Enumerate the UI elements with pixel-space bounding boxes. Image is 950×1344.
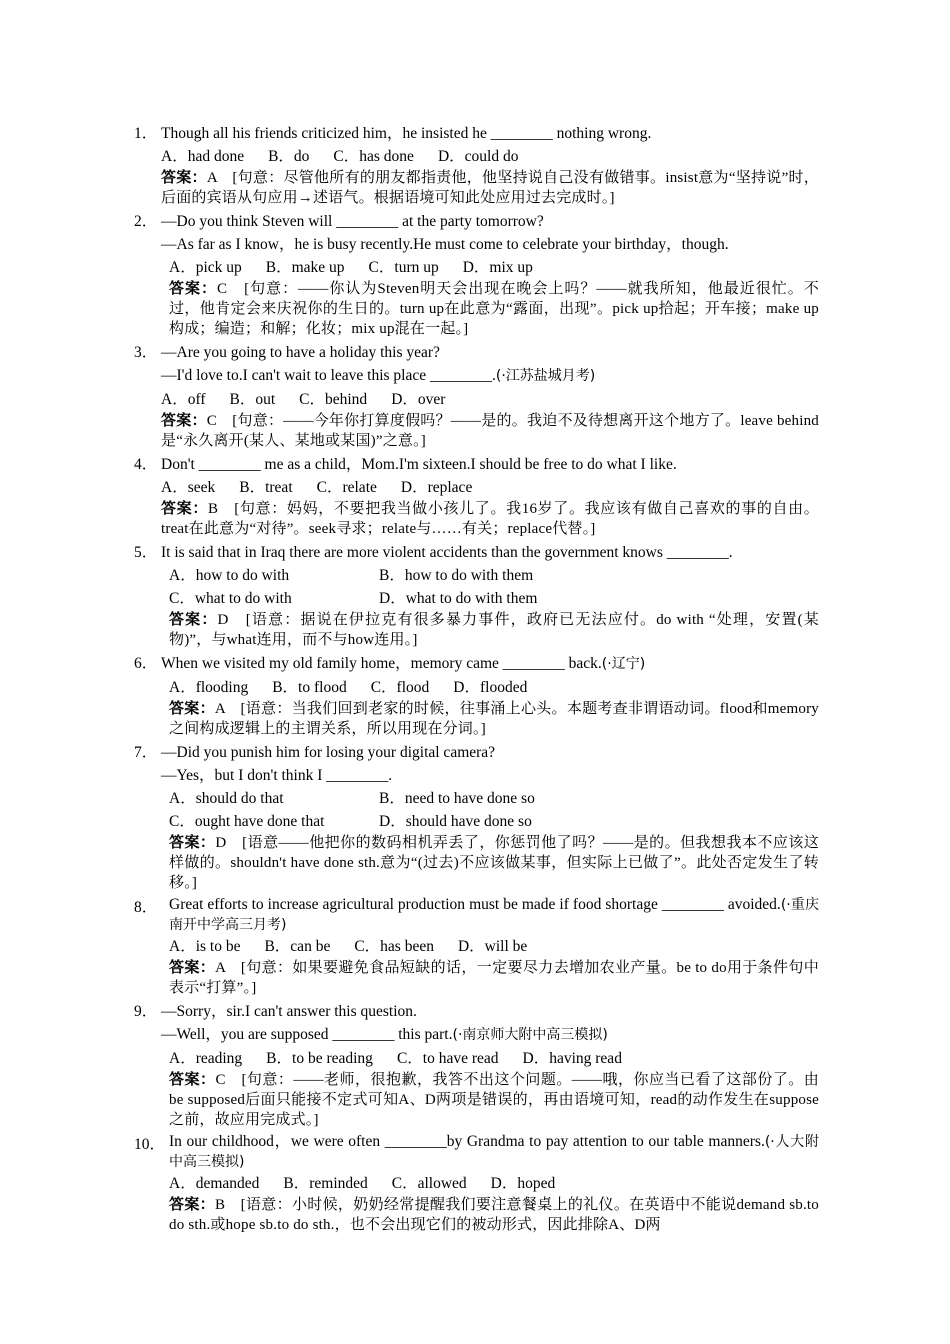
answer-text: A [句意：如果要避免食品短缺的话，一定要尽力去增加农业产量。be to do用于条件句中表示“打算”。] — [169, 960, 819, 996]
option-d: D．could do — [437, 148, 519, 165]
option-d: D．flooded — [453, 679, 528, 696]
option-b: B．to flood — [272, 679, 347, 696]
options-row — [134, 676, 819, 699]
option-a: A．flooding — [169, 679, 249, 696]
answer-text: B [句意：妈妈，不要把我当做小孩儿了。我16岁了。我应该有做自己喜欢的事的自由。treat在此意为“对待”。seek寻求；relate与……有关；replace代替。] — [161, 501, 819, 537]
question-number: 8． — [134, 899, 158, 916]
question-source: (·人大附中高三模拟) — [169, 1134, 819, 1170]
answer-text: A [语意：当我们回到老家的时候，往事涌上心头。本题考查非谓语动词。flood和memory之间构成逻辑上的主谓关系，所以用现在分词。] — [169, 701, 819, 737]
question-8 — [134, 895, 819, 998]
option-a: A．demanded — [169, 1175, 260, 1192]
question-stem: —Are you going to have a holiday this year? — [161, 344, 440, 361]
options-grid — [134, 787, 819, 833]
question-10 — [134, 1132, 819, 1235]
option-c: C．allowed — [391, 1175, 467, 1192]
options-row — [134, 1047, 819, 1070]
option-a: A．seek — [161, 479, 216, 496]
option-b: B．reminded — [283, 1175, 368, 1192]
options-row — [134, 145, 819, 168]
answer-label: 答案： — [169, 701, 215, 717]
option-b: B．make up — [265, 259, 345, 276]
option-a: A．off — [161, 391, 206, 408]
answer-explanation — [134, 168, 819, 208]
question-5 — [134, 541, 819, 650]
option-c: C．has done — [333, 148, 414, 165]
option-c: C．relate — [316, 479, 377, 496]
option-c: C．turn up — [368, 259, 439, 276]
answer-explanation — [134, 1195, 819, 1235]
question-stem: Though all his friends criticized him，he insisted he ________ nothing wrong. — [161, 125, 652, 142]
answer-label: 答案： — [169, 1072, 216, 1088]
answer-label: 答案： — [161, 413, 207, 429]
option-b: B．treat — [239, 479, 293, 496]
answer-text: D [语意：据说在伊拉克有很多暴力事件，政府已无法应付。do with “处理，安置(某物)”，与what连用，而不与how连用。] — [169, 612, 819, 648]
answer-text: D [语意——他把你的数码相机弄丢了，你惩罚他了吗？——是的。但我想我本不应该这样做的。shouldn't have done sth.意为“(过去)不应该做某事，但实际上已做了”。此处否定发生了转移。] — [169, 835, 819, 891]
option-b: B．how to do with them — [379, 567, 534, 584]
option-a: A．had done — [161, 148, 245, 165]
question-stem-line-2: —Yes，but I don't think I ________. — [161, 767, 393, 784]
options-row — [134, 935, 819, 958]
question-list — [134, 122, 819, 1237]
option-a: A．is to be — [169, 938, 241, 955]
option-a: A．how to do with — [169, 567, 290, 584]
question-stem: When we visited my old family home，memory came ________ back. — [161, 655, 602, 672]
option-b: B．to be reading — [266, 1050, 373, 1067]
answer-label: 答案： — [169, 612, 218, 628]
option-d: D．over — [391, 391, 446, 408]
option-d: D．will be — [457, 938, 528, 955]
question-6 — [134, 652, 819, 739]
question-stem: Don't ________ me as a child，Mom.I'm sixteen.I should be free to do what I like. — [161, 456, 677, 473]
question-source: (·重庆南开中学高三月考) — [169, 897, 819, 933]
option-d: D．mix up — [462, 259, 533, 276]
option-d: D．what to do with them — [379, 590, 538, 607]
answer-text: C [句意：——你认为Steven明天会出现在晚会上吗？——就我所知，他最近很忙。不过，他肯定会来庆祝你的生日的。turn up在此意为“露面，出现”。pick up拾起；开车接；make up构成；编造；和解；化妆；mix up混在一起。] — [169, 281, 819, 337]
question-3 — [134, 341, 819, 451]
option-c: C．what to do with — [169, 590, 292, 607]
question-number: 1． — [134, 125, 158, 142]
option-b: B．can be — [264, 938, 331, 955]
answer-label: 答案： — [161, 501, 208, 517]
answer-text: A [句意：尽管他所有的朋友都指责他，他坚持说自己没有做错事。insist意为“坚持说”时，后面的宾语从句应用→述语气。根据语境可知此处应用过去完成时。] — [161, 170, 819, 206]
answer-explanation — [134, 958, 819, 998]
question-number: 2． — [134, 213, 158, 230]
options-grid — [134, 564, 819, 610]
question-number: 6． — [134, 655, 158, 672]
option-d: D．hoped — [490, 1175, 556, 1192]
option-c: C．to have read — [396, 1050, 499, 1067]
question-stem-block — [134, 895, 819, 935]
answer-explanation — [134, 833, 819, 893]
answer-explanation — [134, 699, 819, 739]
question-7 — [134, 741, 819, 893]
question-source: (·辽宁) — [601, 656, 646, 672]
question-9 — [134, 1000, 819, 1130]
question-stem: —Did you punish him for losing your digital camera? — [161, 744, 496, 761]
option-a: A．reading — [169, 1050, 243, 1067]
answer-text: C [句意：——老师，很抱歉，我答不出这个问题。——哦，你应当已看了这部份了。由be supposed后面只能接不定式可知A、D两项是错误的，再由语境可知，read的动作发生在suppose之前，故应用完成式。] — [169, 1072, 819, 1128]
question-stem-line-2: —Well，you are supposed ________ this part. — [161, 1026, 453, 1043]
answer-label: 答案： — [169, 1197, 215, 1213]
question-number: 5． — [134, 544, 158, 561]
answer-label: 答案： — [161, 170, 207, 186]
question-number: 4． — [134, 456, 158, 473]
question-number: 10． — [134, 1136, 166, 1153]
answer-explanation — [134, 411, 819, 451]
question-source: (·江苏盐城月考) — [495, 368, 596, 384]
answer-explanation — [134, 279, 819, 339]
option-c: C．flood — [370, 679, 430, 696]
option-c: C．ought have done that — [169, 813, 325, 830]
option-b: B．do — [268, 148, 310, 165]
options-row — [134, 388, 819, 411]
option-d: D．should have done so — [379, 813, 532, 830]
question-stem: —Sorry，sir.I can't answer this question. — [161, 1003, 417, 1020]
question-stem: Great efforts to increase agricultural production must be made if food shortage ________ avoided. — [169, 896, 781, 913]
question-number: 9． — [134, 1003, 158, 1020]
answer-text: C [句意：——今年你打算度假吗？——是的。我迫不及待想离开这个地方了。leave behind是“永久离开(某人、某地或某国)”之意。] — [161, 413, 819, 449]
answer-explanation — [134, 1070, 819, 1130]
question-number: 7． — [134, 744, 158, 761]
option-a: A．should do that — [169, 790, 284, 807]
question-number: 3． — [134, 344, 158, 361]
question-1 — [134, 122, 819, 208]
option-b: B．need to have done so — [379, 790, 535, 807]
answer-label: 答案： — [169, 281, 218, 297]
option-a: A．pick up — [169, 259, 242, 276]
options-row — [134, 1172, 819, 1195]
question-4 — [134, 453, 819, 539]
option-c: C．has been — [354, 938, 434, 955]
option-c: C．behind — [299, 391, 368, 408]
answer-explanation — [134, 610, 819, 650]
question-stem-line-2: —As far as I know，he is busy recently.He must come to celebrate your birthday，though. — [161, 236, 729, 253]
options-row — [134, 476, 819, 499]
answer-label: 答案： — [169, 835, 216, 851]
option-b: B．out — [229, 391, 276, 408]
question-stem-block — [134, 1132, 819, 1172]
option-d: D．having read — [522, 1050, 622, 1067]
answer-text: B [语意：小时候，奶奶经常提醒我们要注意餐桌上的礼仪。在英语中不能说demand sb.to do sth.或hope sb.to do sth.，也不会出现它们的被动形式，因此排除A、D两 — [169, 1197, 819, 1233]
answer-explanation — [134, 499, 819, 539]
question-source: (·南京师大附中高三模拟) — [452, 1027, 608, 1043]
answer-label: 答案： — [169, 960, 216, 976]
question-stem: —Do you think Steven will ________ at the party tomorrow? — [161, 213, 544, 230]
options-row — [134, 256, 819, 279]
question-stem: In our childhood，we were often ________by Grandma to pay attention to our table manners. — [169, 1133, 765, 1150]
question-2 — [134, 210, 819, 339]
option-d: D．replace — [400, 479, 473, 496]
question-stem: It is said that in Iraq there are more violent accidents than the government knows ________. — [161, 544, 733, 561]
question-stem-line-2: —I'd love to.I can't wait to leave this place ________. — [161, 367, 496, 384]
